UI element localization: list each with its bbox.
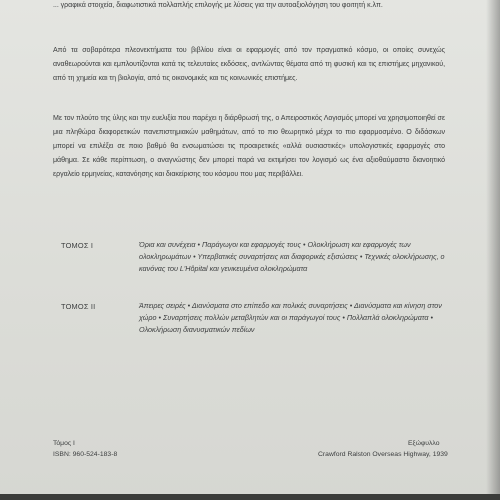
- volume-1-label: ΤΟΜΟΣ Ι: [61, 241, 94, 250]
- intro-paragraph-top: ... γραφικά στοιχεία, διαφωτιστικά πολλαπλής επιλογής με λύσεις για την αυτοαξιολόγηση του φοιτητή κ.λπ.: [53, 1, 383, 9]
- flexibility-paragraph: Με τον πλούτο της ύλης και την ευελιξία που παρέχει η διάρθρωσή της, ο Απειροστικός Λογισμός μπορεί να χρησιμοποιηθεί σε μια πληθώρα διαφορετικών πανεπιστημιακών μαθημάτων, από το πιο θεωρητικό μέχρι το πιο εφαρμοσμένο. Ο διδάσκων μπορεί να επιλέξει σε ποιο βαθμό θα ενσωματώσει τις προαιρετικές «αλλά ουσιαστικές» υπολογιστικές εφαρμογές στο μάθημα. Σε κάθε περίπτωση, ο αναγνώστης δεν μπορεί παρά να εκτιμήσει τον λογισμό ως ένα αξιοθαύμαστο διανοητικό εργαλείο ερμηνείας, κατανόησης και διακείρισης του κόσμου που μας περιβάλλει.: [53, 114, 445, 178]
- page-bottom-edge: [0, 494, 500, 500]
- cover-credit: Crawford Ralston Overseas Highway, 1939: [318, 451, 448, 458]
- volume-1-contents: Όρια και συνέχεια • Παράγωγοι και εφαρμογές τους • Ολοκλήρωση και εφαρμογές των ολοκληρωμάτων • Υπερβατικές συναρτήσεις και διαφορικές εξισώσεις • Τεχνικές ολοκλήρωσης, ο κανόνας του L'Hôpital και γενικευμένα ολοκληρώματα: [139, 240, 445, 273]
- volume-2-contents: Άπειρες σειρές • Διανύσματα στο επίπεδο και πολικές συναρτήσεις • Διανύσματα και κίνηση στον χώρο • Συναρτήσεις πολλών μεταβλητών και οι παράγωγοί τους • Πολλαπλά ολοκληρώματα • Ολοκλήρωση διανυσματικών πεδίων: [139, 301, 442, 334]
- footer-volume: Τόμος Ι: [53, 440, 75, 447]
- applications-paragraph: Από τα σοβαρότερα πλεονεκτήματα του βιβλίου είναι οι εφαρμογές από τον πραγματικό κόσμο, οι οποίες συνεχώς αναθεωρούνται και εμπλουτίζονται κατά τις τελευταίες εκδόσεις, αντλώντας θέματα από τη φυσική και τις επιστήμες μηχανικού, από τη χημεία και τη βιολογία, από τις οικονομικές και τις κοινωνικές επιστήμες.: [53, 46, 445, 82]
- volume-2-label: ΤΟΜΟΣ ΙΙ: [61, 302, 96, 311]
- cover-title: Εξώφυλλο: [408, 440, 440, 447]
- page-edge-shadow: [486, 0, 500, 500]
- footer-isbn: ISBN: 960-524-183-8: [53, 451, 118, 458]
